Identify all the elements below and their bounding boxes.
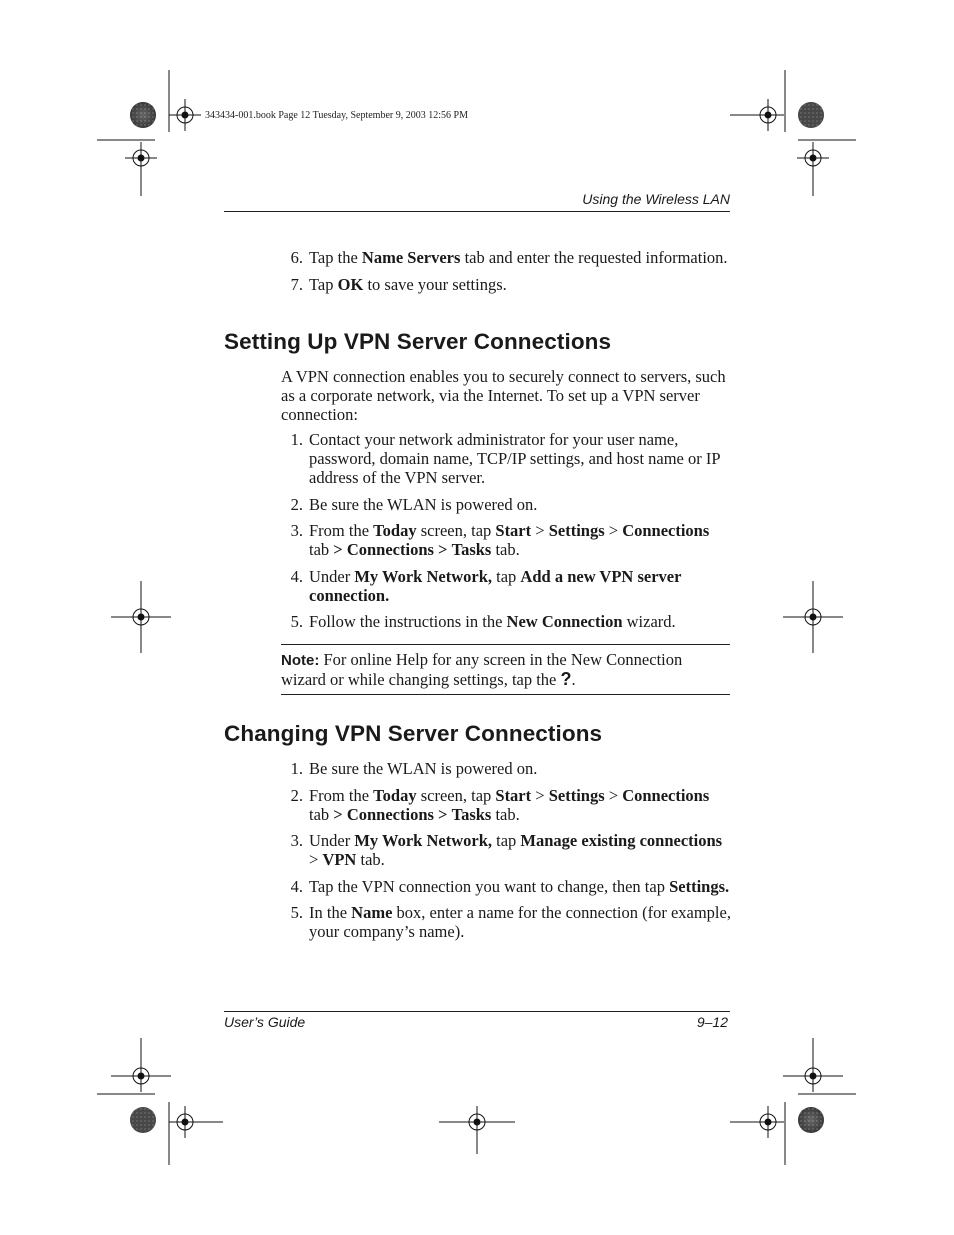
step-text: In the Name box, enter a name for the connection (for example, your company’s name).	[309, 903, 731, 941]
list-item	[281, 831, 731, 869]
list-item	[281, 430, 731, 487]
note-end: .	[571, 670, 576, 689]
crosshair-top-right	[730, 99, 784, 131]
step-text: Under My Work Network, tap Add a new VPN server connection.	[309, 566, 682, 605]
step-number: 4.	[290, 566, 303, 586]
list-item	[281, 567, 731, 605]
step-text: Tap OK to save your settings.	[309, 274, 507, 294]
help-question-icon: ?	[560, 669, 572, 689]
starburst-bottom-left	[130, 1107, 156, 1133]
step-text: Be sure the WLAN is powered on.	[309, 759, 538, 778]
step-number: 1.	[290, 759, 303, 778]
step-text: Be sure the WLAN is powered on.	[309, 494, 538, 514]
section2-steps-list	[281, 759, 731, 949]
list-item	[281, 877, 731, 896]
step-text: Follow the instructions in the New Connection wizard.	[309, 612, 676, 631]
crosshair-bottom-left	[169, 1106, 223, 1138]
step-number: 1.	[290, 430, 303, 449]
step-text: Tap the Name Servers tab and enter the requested information.	[309, 248, 728, 267]
footer-rule	[224, 1011, 730, 1012]
step-number: 7.	[290, 274, 303, 294]
starburst-top-left	[130, 102, 156, 128]
crosshair-bottom-right	[730, 1106, 784, 1138]
crosshair-lower-right	[783, 1038, 843, 1092]
list-item	[281, 759, 731, 778]
page-number: 9–12	[696, 1014, 728, 1030]
step-number: 2.	[290, 785, 303, 805]
section1-steps-list	[281, 430, 731, 639]
crosshair-upper-left	[125, 142, 157, 196]
step-text: Under My Work Network, tap Manage existing connections > VPN tab.	[309, 831, 723, 869]
list-item	[281, 786, 731, 824]
step-number: 6.	[290, 248, 303, 267]
step-number: 5.	[290, 612, 303, 631]
note-bottom-rule	[281, 694, 730, 695]
footer-left: User’s Guide	[224, 1014, 306, 1030]
step-number: 3.	[290, 521, 303, 540]
header-rule	[224, 211, 730, 212]
step-number: 4.	[290, 876, 303, 896]
list-item	[281, 612, 731, 631]
step-number: 2.	[290, 494, 303, 514]
crosshair-upper-right	[797, 142, 829, 196]
list-item	[281, 495, 731, 514]
continued-steps-list	[281, 248, 731, 301]
step-text: From the Today screen, tap Start > Settings > Connections tab > Connections > Tasks tab.	[309, 521, 710, 559]
note-top-rule	[281, 644, 730, 645]
list-item	[281, 275, 731, 294]
crosshair-bottom-center	[439, 1106, 515, 1154]
step-text: Tap the VPN connection you want to change, then tap Settings.	[309, 876, 730, 896]
section-heading-setting-up-vpn: Setting Up VPN Server Connections	[224, 329, 612, 354]
step-number: 5.	[290, 903, 303, 922]
section-heading-changing-vpn: Changing VPN Server Connections	[224, 721, 603, 746]
starburst-top-right	[798, 102, 824, 128]
running-head: Using the Wireless LAN	[582, 191, 730, 207]
crosshair-mid-left	[111, 581, 171, 653]
starburst-bottom-right	[798, 1107, 824, 1133]
step-text: From the Today screen, tap Start > Settings > Connections tab > Connections > Tasks tab.	[309, 785, 710, 824]
list-item	[281, 248, 731, 267]
note-label: Note:	[281, 652, 320, 669]
list-item	[281, 521, 731, 559]
note-text: For online Help for any screen in the New Connection wizard or while changing settings, tap the	[281, 650, 683, 689]
crosshair-lower-left	[111, 1038, 171, 1092]
section1-intro: A VPN connection enables you to securely connect to servers, such as a corporate network, via the Internet. To set up a VPN server connection:	[281, 367, 726, 424]
note-block	[281, 650, 730, 689]
crosshair-mid-right	[783, 581, 843, 653]
print-slug: 343434-001.book Page 12 Tuesday, September 9, 2003 12:56 PM	[205, 110, 468, 121]
crosshair-top-left	[169, 99, 201, 131]
list-item	[281, 903, 731, 941]
step-number: 3.	[290, 831, 303, 850]
step-text: Contact your network administrator for your user name, password, domain name, TCP/IP settings, and host name or IP address of the VPN server.	[309, 430, 720, 487]
